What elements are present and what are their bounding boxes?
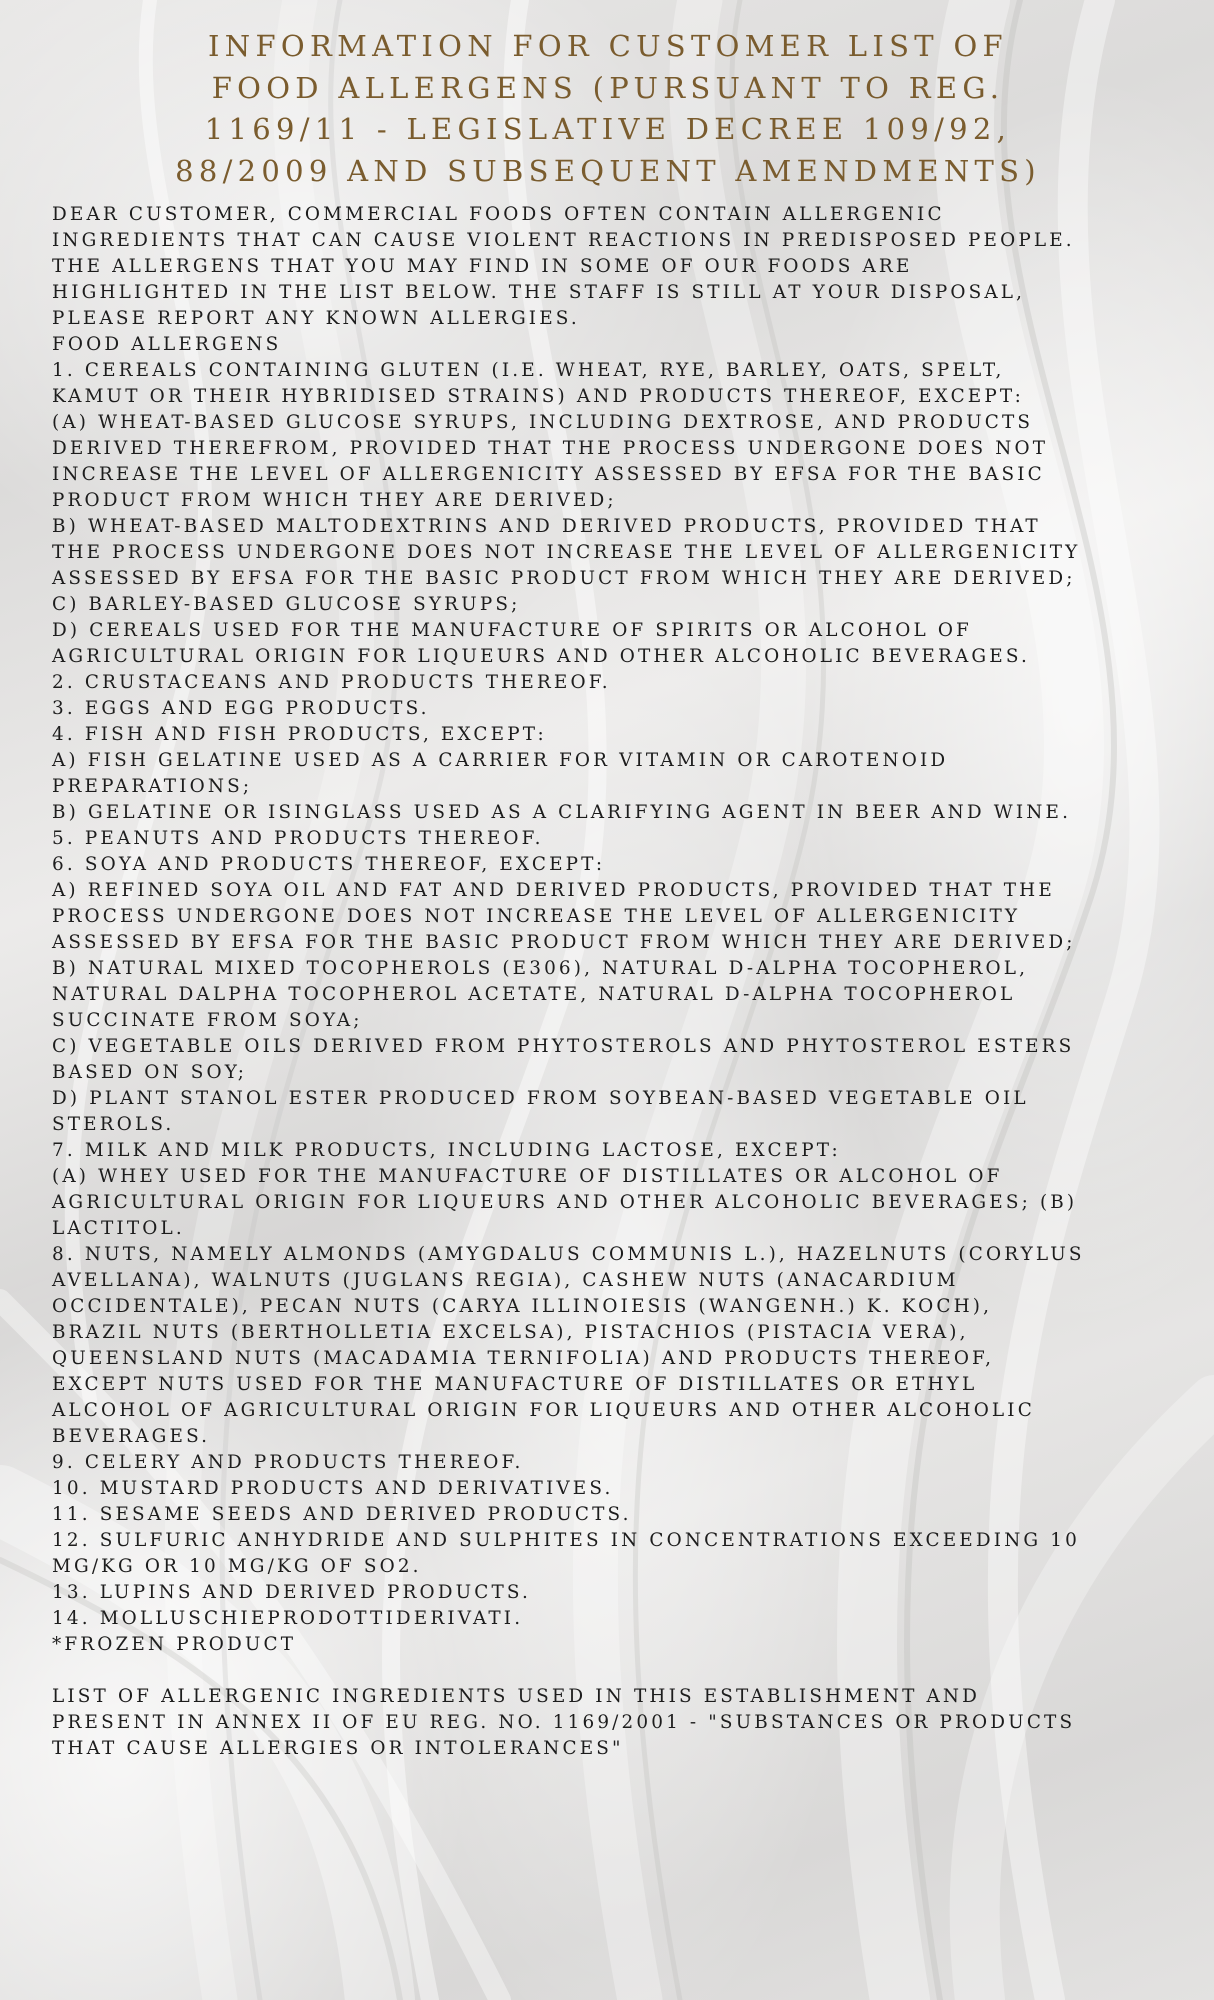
allergen-line: INCREASE THE LEVEL OF ALLERGENICITY ASSESSED BY EFSA FOR THE BASIC — [52, 464, 1045, 485]
intro-line: HIGHLIGHTED IN THE LIST BELOW. THE STAFF IS STILL AT YOUR DISPOSAL, — [52, 282, 1026, 303]
allergen-line: PREPARATIONS; — [52, 776, 253, 797]
allergen-line: AGRICULTURAL ORIGIN FOR LIQUEURS AND OTHER ALCOHOLIC BEVERAGES; (B) — [52, 1192, 1078, 1213]
allergen-line: QUEENSLAND NUTS (MACADAMIA TERNIFOLIA) AND PRODUCTS THEREOF, — [52, 1348, 995, 1369]
allergen-line: LACTITOL. — [52, 1218, 185, 1239]
allergen-line: 11. SESAME SEEDS AND DERIVED PRODUCTS. — [52, 1504, 632, 1525]
allergen-line: C) VEGETABLE OILS DERIVED FROM PHYTOSTEROLS AND PHYTOSTEROL ESTERS — [52, 1036, 1075, 1057]
allergen-line: ASSESSED BY EFSA FOR THE BASIC PRODUCT FROM WHICH THEY ARE DERIVED; — [52, 932, 1076, 953]
allergen-line: B) GELATINE OR ISINGLASS USED AS A CLARIFYING AGENT IN BEER AND WINE. — [52, 802, 1072, 823]
frozen-product-note: *FROZEN PRODUCT — [52, 1634, 297, 1655]
footer-line: PRESENT IN ANNEX II OF EU REG. NO. 1169/2001 - "SUBSTANCES OR PRODUCTS — [52, 1712, 1076, 1733]
intro-line: DEAR CUSTOMER, COMMERCIAL FOODS OFTEN CONTAIN ALLERGENIC — [52, 204, 945, 225]
allergen-line: 12. SULFURIC ANHYDRIDE AND SULPHITES IN CONCENTRATIONS EXCEEDING 10 — [52, 1530, 1080, 1551]
paragraph-spacer — [52, 1658, 1164, 1684]
allergen-line: EXCEPT NUTS USED FOR THE MANUFACTURE OF DISTILLATES OR ETHYL — [52, 1374, 978, 1395]
intro-paragraph — [52, 202, 1164, 332]
allergen-line: 7. MILK AND MILK PRODUCTS, INCLUDING LACTOSE, EXCEPT: — [52, 1140, 841, 1161]
allergen-list — [52, 358, 1164, 1658]
allergen-line: B) WHEAT-BASED MALTODEXTRINS AND DERIVED PRODUCTS, PROVIDED THAT — [52, 516, 1041, 537]
allergen-line: 5. PEANUTS AND PRODUCTS THEREOF. — [52, 828, 544, 849]
section-heading: FOOD ALLERGENS — [52, 334, 282, 355]
allergen-line: PRODUCT FROM WHICH THEY ARE DERIVED; — [52, 490, 617, 511]
allergen-line: 8. NUTS, NAMELY ALMONDS (AMYGDALUS COMMUNIS L.), HAZELNUTS (CORYLUS — [52, 1244, 1085, 1265]
allergen-line: MG/KG OR 10 MG/KG OF SO2. — [52, 1556, 422, 1577]
allergen-line: 13. LUPINS AND DERIVED PRODUCTS. — [52, 1582, 531, 1603]
allergen-line: C) BARLEY-BASED GLUCOSE SYRUPS; — [52, 594, 521, 615]
allergen-line: BEVERAGES. — [52, 1426, 211, 1447]
allergen-line: 9. CELERY AND PRODUCTS THEREOF. — [52, 1452, 524, 1473]
allergen-line: OCCIDENTALE), PECAN NUTS (CARYA ILLINOIESIS (WANGENH.) K. KOCH), — [52, 1296, 993, 1317]
footer-paragraph — [52, 1684, 1164, 1762]
allergen-line: SUCCINATE FROM SOYA; — [52, 1010, 363, 1031]
allergen-line: B) NATURAL MIXED TOCOPHEROLS (E306), NATURAL D-ALPHA TOCOPHEROL, — [52, 958, 1029, 979]
allergen-line: AGRICULTURAL ORIGIN FOR LIQUEURS AND OTHER ALCOHOLIC BEVERAGES. — [52, 646, 1030, 667]
allergen-line: 4. FISH AND FISH PRODUCTS, EXCEPT: — [52, 724, 547, 745]
intro-line: PLEASE REPORT ANY KNOWN ALLERGIES. — [52, 308, 580, 329]
allergen-line: 1. CEREALS CONTAINING GLUTEN (I.E. WHEAT, RYE, BARLEY, OATS, SPELT, — [52, 360, 1005, 381]
intro-line: INGREDIENTS THAT CAN CAUSE VIOLENT REACTIONS IN PREDISPOSED PEOPLE. — [52, 230, 1075, 251]
allergen-line: (A) WHEAT-BASED GLUCOSE SYRUPS, INCLUDING DEXTROSE, AND PRODUCTS — [52, 412, 1034, 433]
allergen-line: D) PLANT STANOL ESTER PRODUCED FROM SOYBEAN-BASED VEGETABLE OIL — [52, 1088, 1029, 1109]
allergen-line: A) REFINED SOYA OIL AND FAT AND DERIVED PRODUCTS, PROVIDED THAT THE — [52, 880, 1055, 901]
allergen-line: 6. SOYA AND PRODUCTS THEREOF, EXCEPT: — [52, 854, 606, 875]
page-title: INFORMATION FOR CUSTOMER LIST OF FOOD ALLERGENS (PURSUANT TO REG. 1169/11 - LEGISLATIVE DECREE 109/92, 88/2009 AND SUBSEQUENT AMENDMENTS) — [175, 29, 1041, 188]
allergen-line: BASED ON SOY; — [52, 1062, 248, 1083]
allergen-line: D) CEREALS USED FOR THE MANUFACTURE OF SPIRITS OR ALCOHOL OF — [52, 620, 972, 641]
allergen-line: THE PROCESS UNDERGONE DOES NOT INCREASE THE LEVEL OF ALLERGENICITY — [52, 542, 1081, 563]
allergen-line: 14. MOLLUSCHIEPRODOTTIDERIVATI. — [52, 1608, 524, 1629]
document-body — [52, 202, 1164, 1762]
footer-line: THAT CAUSE ALLERGIES OR INTOLERANCES" — [52, 1738, 624, 1759]
allergen-line: KAMUT OR THEIR HYBRIDISED STRAINS) AND PRODUCTS THEREOF, EXCEPT: — [52, 386, 1024, 407]
allergen-line: 10. MUSTARD PRODUCTS AND DERIVATIVES. — [52, 1478, 614, 1499]
allergen-line: (A) WHEY USED FOR THE MANUFACTURE OF DISTILLATES OR ALCOHOL OF — [52, 1166, 1003, 1187]
allergen-line: A) FISH GELATINE USED AS A CARRIER FOR VITAMIN OR CAROTENOID — [52, 750, 949, 771]
allergen-line: 3. EGGS AND EGG PRODUCTS. — [52, 698, 430, 719]
allergen-line: ALCOHOL OF AGRICULTURAL ORIGIN FOR LIQUEURS AND OTHER ALCOHOLIC — [52, 1400, 1035, 1421]
allergen-line: NATURAL DALPHA TOCOPHEROL ACETATE, NATURAL D-ALPHA TOCOPHEROL — [52, 984, 1016, 1005]
allergen-line: 2. CRUSTACEANS AND PRODUCTS THEREOF. — [52, 672, 611, 693]
allergen-line: PROCESS UNDERGONE DOES NOT INCREASE THE LEVEL OF ALLERGENICITY — [52, 906, 1021, 927]
allergen-line: ASSESSED BY EFSA FOR THE BASIC PRODUCT FROM WHICH THEY ARE DERIVED; — [52, 568, 1076, 589]
allergen-line: DERIVED THEREFROM, PROVIDED THAT THE PROCESS UNDERGONE DOES NOT — [52, 438, 1049, 459]
allergen-line: AVELLANA), WALNUTS (JUGLANS REGIA), CASHEW NUTS (ANACARDIUM — [52, 1270, 959, 1291]
allergen-line: BRAZIL NUTS (BERTHOLLETIA EXCELSA), PISTACHIOS (PISTACIA VERA), — [52, 1322, 969, 1343]
allergen-line: STEROLS. — [52, 1114, 175, 1135]
intro-line: THE ALLERGENS THAT YOU MAY FIND IN SOME OF OUR FOODS ARE — [52, 256, 913, 277]
footer-line: LIST OF ALLERGENIC INGREDIENTS USED IN THIS ESTABLISHMENT AND — [52, 1686, 981, 1707]
